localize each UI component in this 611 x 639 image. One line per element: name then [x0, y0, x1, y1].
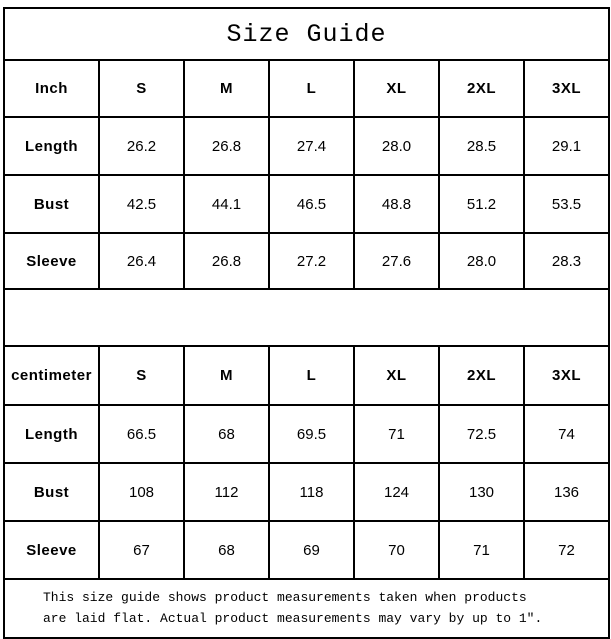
cell-value: 118 — [269, 463, 354, 521]
cell-value: 72 — [524, 521, 609, 579]
cell-value: 68 — [184, 405, 269, 463]
footer-row — [4, 579, 609, 638]
cell-value: 70 — [354, 521, 439, 579]
size-header-m: M — [184, 346, 269, 405]
row-label-bust: Bust — [4, 175, 99, 233]
row-label-sleeve: Sleeve — [4, 521, 99, 579]
cell-value: 130 — [439, 463, 524, 521]
cell-value: 26.8 — [184, 233, 269, 289]
cell-value: 69.5 — [269, 405, 354, 463]
cell-value: 26.8 — [184, 117, 269, 175]
size-header-s: S — [99, 60, 184, 117]
cm-bust-row — [4, 463, 609, 521]
unit-label-inch: Inch — [4, 60, 99, 117]
cell-value: 72.5 — [439, 405, 524, 463]
size-header-3xl: 3XL — [524, 60, 609, 117]
footer-line-1: This size guide shows product measurements taken when products — [43, 590, 527, 606]
cell-value: 29.1 — [524, 117, 609, 175]
inch-header-row — [4, 60, 609, 117]
cell-value: 26.4 — [99, 233, 184, 289]
size-header-m: M — [184, 60, 269, 117]
cell-value: 44.1 — [184, 175, 269, 233]
size-header-l: L — [269, 346, 354, 405]
cell-value: 71 — [354, 405, 439, 463]
footer-line-2: are laid flat. Actual product measurements may vary by up to 1″. — [43, 610, 543, 626]
inch-length-row — [4, 117, 609, 175]
cell-value: 51.2 — [439, 175, 524, 233]
spacer-cell — [4, 289, 609, 346]
inch-sleeve-row — [4, 233, 609, 289]
cell-value: 74 — [524, 405, 609, 463]
row-label-length: Length — [4, 405, 99, 463]
cm-length-row — [4, 405, 609, 463]
cell-value: 112 — [184, 463, 269, 521]
cell-value: 46.5 — [269, 175, 354, 233]
row-label-length: Length — [4, 117, 99, 175]
cell-value: 124 — [354, 463, 439, 521]
cell-value: 26.2 — [99, 117, 184, 175]
size-header-3xl: 3XL — [524, 346, 609, 405]
size-header-l: L — [269, 60, 354, 117]
cell-value: 67 — [99, 521, 184, 579]
cell-value: 66.5 — [99, 405, 184, 463]
cell-value: 71 — [439, 521, 524, 579]
cell-value: 27.2 — [269, 233, 354, 289]
cell-value: 28.0 — [354, 117, 439, 175]
cell-value: 28.0 — [439, 233, 524, 289]
cell-value: 28.3 — [524, 233, 609, 289]
row-label-sleeve: Sleeve — [4, 233, 99, 289]
size-header-s: S — [99, 346, 184, 405]
cell-value: 48.8 — [354, 175, 439, 233]
cell-value: 69 — [269, 521, 354, 579]
cell-value: 108 — [99, 463, 184, 521]
cm-sleeve-row — [4, 521, 609, 579]
cell-value: 53.5 — [524, 175, 609, 233]
size-header-xl: XL — [354, 60, 439, 117]
cell-value: 27.4 — [269, 117, 354, 175]
size-header-2xl: 2XL — [439, 346, 524, 405]
inch-bust-row — [4, 175, 609, 233]
spacer-row — [4, 289, 609, 346]
unit-label-centimeter: centimeter — [4, 346, 99, 405]
row-label-bust: Bust — [4, 463, 99, 521]
footer-note — [4, 579, 609, 638]
size-header-xl: XL — [354, 346, 439, 405]
title-row — [4, 8, 609, 60]
cell-value: 28.5 — [439, 117, 524, 175]
cell-value: 68 — [184, 521, 269, 579]
size-header-2xl: 2XL — [439, 60, 524, 117]
cell-value: 27.6 — [354, 233, 439, 289]
cm-header-row — [4, 346, 609, 405]
cell-value: 136 — [524, 463, 609, 521]
cell-value: 42.5 — [99, 175, 184, 233]
page-title: Size Guide — [4, 8, 609, 60]
size-guide-table — [3, 7, 610, 639]
